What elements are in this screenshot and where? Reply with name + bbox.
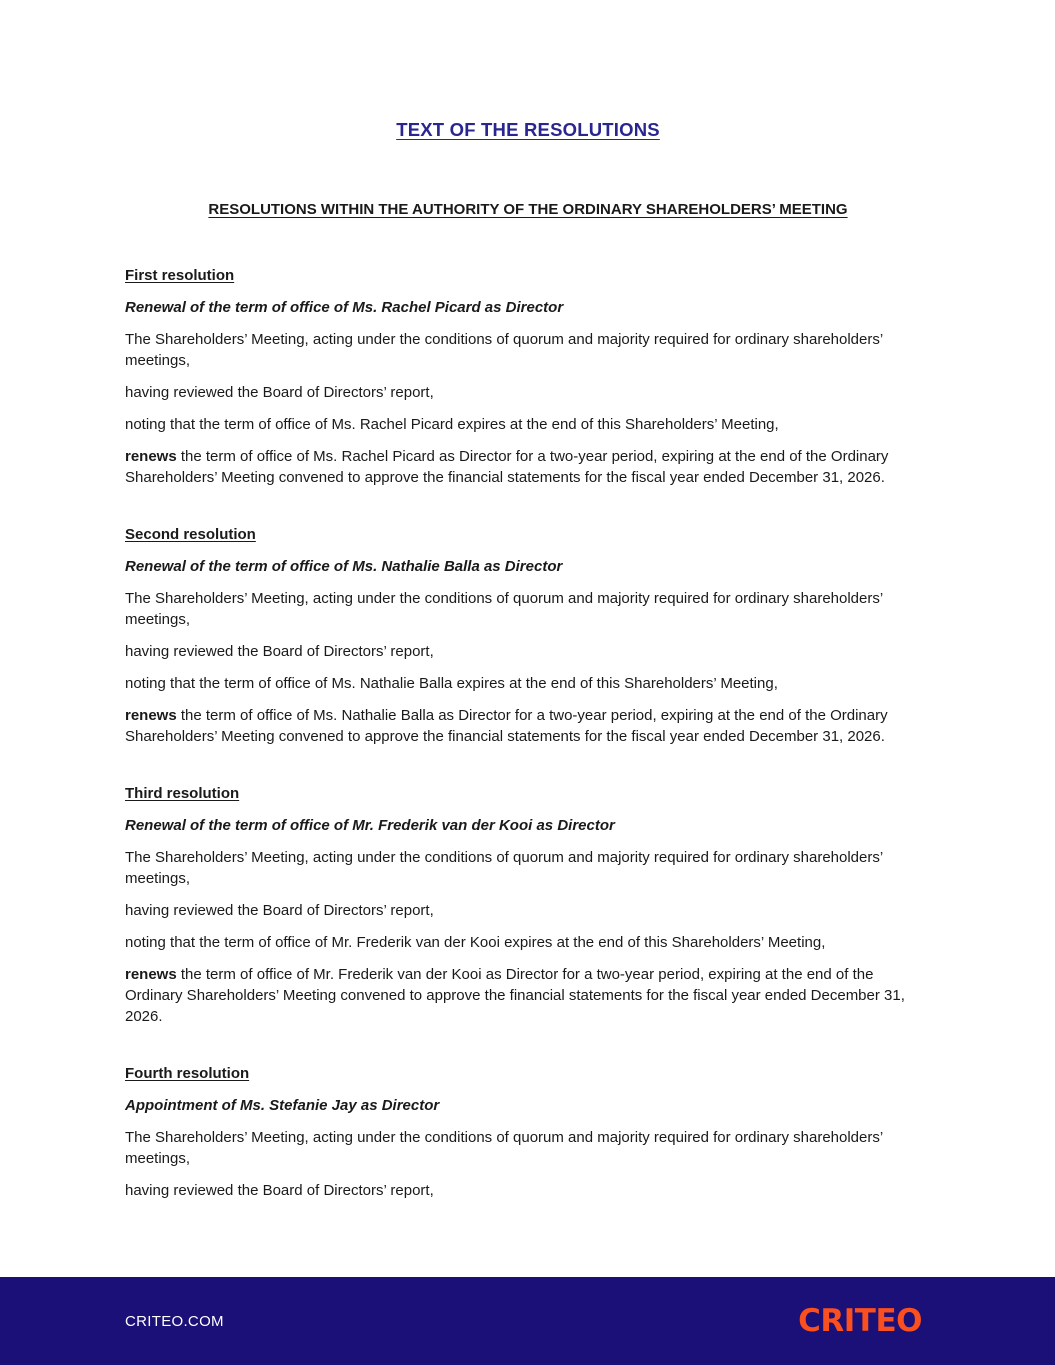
criteo-logo: CRITEO: [798, 1303, 922, 1339]
action-text: the term of office of Ms. Nathalie Balla as Director for a two-year period, expiring at the end of the Ordinary Shareholders’ Meeting convened to approve the financial statements for the fiscal year ended December 31, 2026.: [125, 707, 888, 745]
resolution-subject: Renewal of the term of office of Ms. Nathalie Balla as Director: [125, 558, 563, 575]
resolution-noting-paragraph: noting that the term of office of Mr. Frederik van der Kooi expires at the end of this Shareholders’ Meeting,: [125, 934, 826, 951]
resolution-intro-paragraph: The Shareholders’ Meeting, acting under the conditions of quorum and majority required for ordinary shareholders’ meetings,: [125, 331, 883, 369]
action-verb: renews: [125, 707, 177, 724]
resolution-action-paragraph: [125, 705, 931, 747]
resolution-noting-paragraph: noting that the term of office of Ms. Nathalie Balla expires at the end of this Shareholders’ Meeting,: [125, 675, 778, 692]
resolution-heading: First resolution: [125, 267, 235, 284]
resolution-reviewed-paragraph: having reviewed the Board of Directors’ report,: [125, 902, 434, 919]
action-text: the term of office of Mr. Frederik van der Kooi as Director for a two-year period, expiring at the end of the Ordinary Shareholders’ Meeting convened to approve the financial statements for the fiscal year ended December 31, 2026.: [125, 966, 905, 1025]
resolution-third: [125, 783, 931, 1027]
resolution-intro-paragraph: The Shareholders’ Meeting, acting under the conditions of quorum and majority required for ordinary shareholders’ meetings,: [125, 590, 883, 628]
resolution-heading: Fourth resolution: [125, 1065, 250, 1082]
resolution-reviewed-paragraph: having reviewed the Board of Directors’ report,: [125, 384, 434, 401]
resolution-second: [125, 524, 931, 747]
action-verb: renews: [125, 966, 177, 983]
document-title: TEXT OF THE RESOLUTIONS: [396, 119, 660, 140]
resolution-subject: Renewal of the term of office of Mr. Frederik van der Kooi as Director: [125, 817, 615, 834]
resolution-subject: Renewal of the term of office of Ms. Rachel Picard as Director: [125, 299, 564, 316]
resolution-intro-paragraph: The Shareholders’ Meeting, acting under the conditions of quorum and majority required for ordinary shareholders’ meetings,: [125, 849, 883, 887]
resolution-heading: Second resolution: [125, 526, 256, 543]
page-footer: [0, 1277, 1055, 1365]
resolution-action-paragraph: [125, 964, 931, 1027]
resolution-reviewed-paragraph: having reviewed the Board of Directors’ report,: [125, 643, 434, 660]
resolution-heading: Third resolution: [125, 785, 240, 802]
action-text: the term of office of Ms. Rachel Picard as Director for a two-year period, expiring at the end of the Ordinary Shareholders’ Meeting convened to approve the financial statements for the fiscal year ended December 31, 2026.: [125, 448, 889, 486]
resolution-reviewed-paragraph: having reviewed the Board of Directors’ report,: [125, 1182, 434, 1199]
resolution-subject: Appointment of Ms. Stefanie Jay as Director: [125, 1097, 440, 1114]
action-verb: renews: [125, 448, 177, 465]
document-subtitle: RESOLUTIONS WITHIN THE AUTHORITY OF THE ORDINARY SHAREHOLDERS’ MEETING: [208, 201, 848, 218]
footer-site-url: CRITEO.COM: [125, 1312, 224, 1330]
resolution-action-paragraph: [125, 446, 931, 488]
resolution-fourth: [125, 1063, 931, 1201]
resolution-intro-paragraph: The Shareholders’ Meeting, acting under the conditions of quorum and majority required for ordinary shareholders’ meetings,: [125, 1129, 883, 1167]
resolution-noting-paragraph: noting that the term of office of Ms. Rachel Picard expires at the end of this Shareholders’ Meeting,: [125, 416, 779, 433]
resolution-first: [125, 265, 931, 488]
